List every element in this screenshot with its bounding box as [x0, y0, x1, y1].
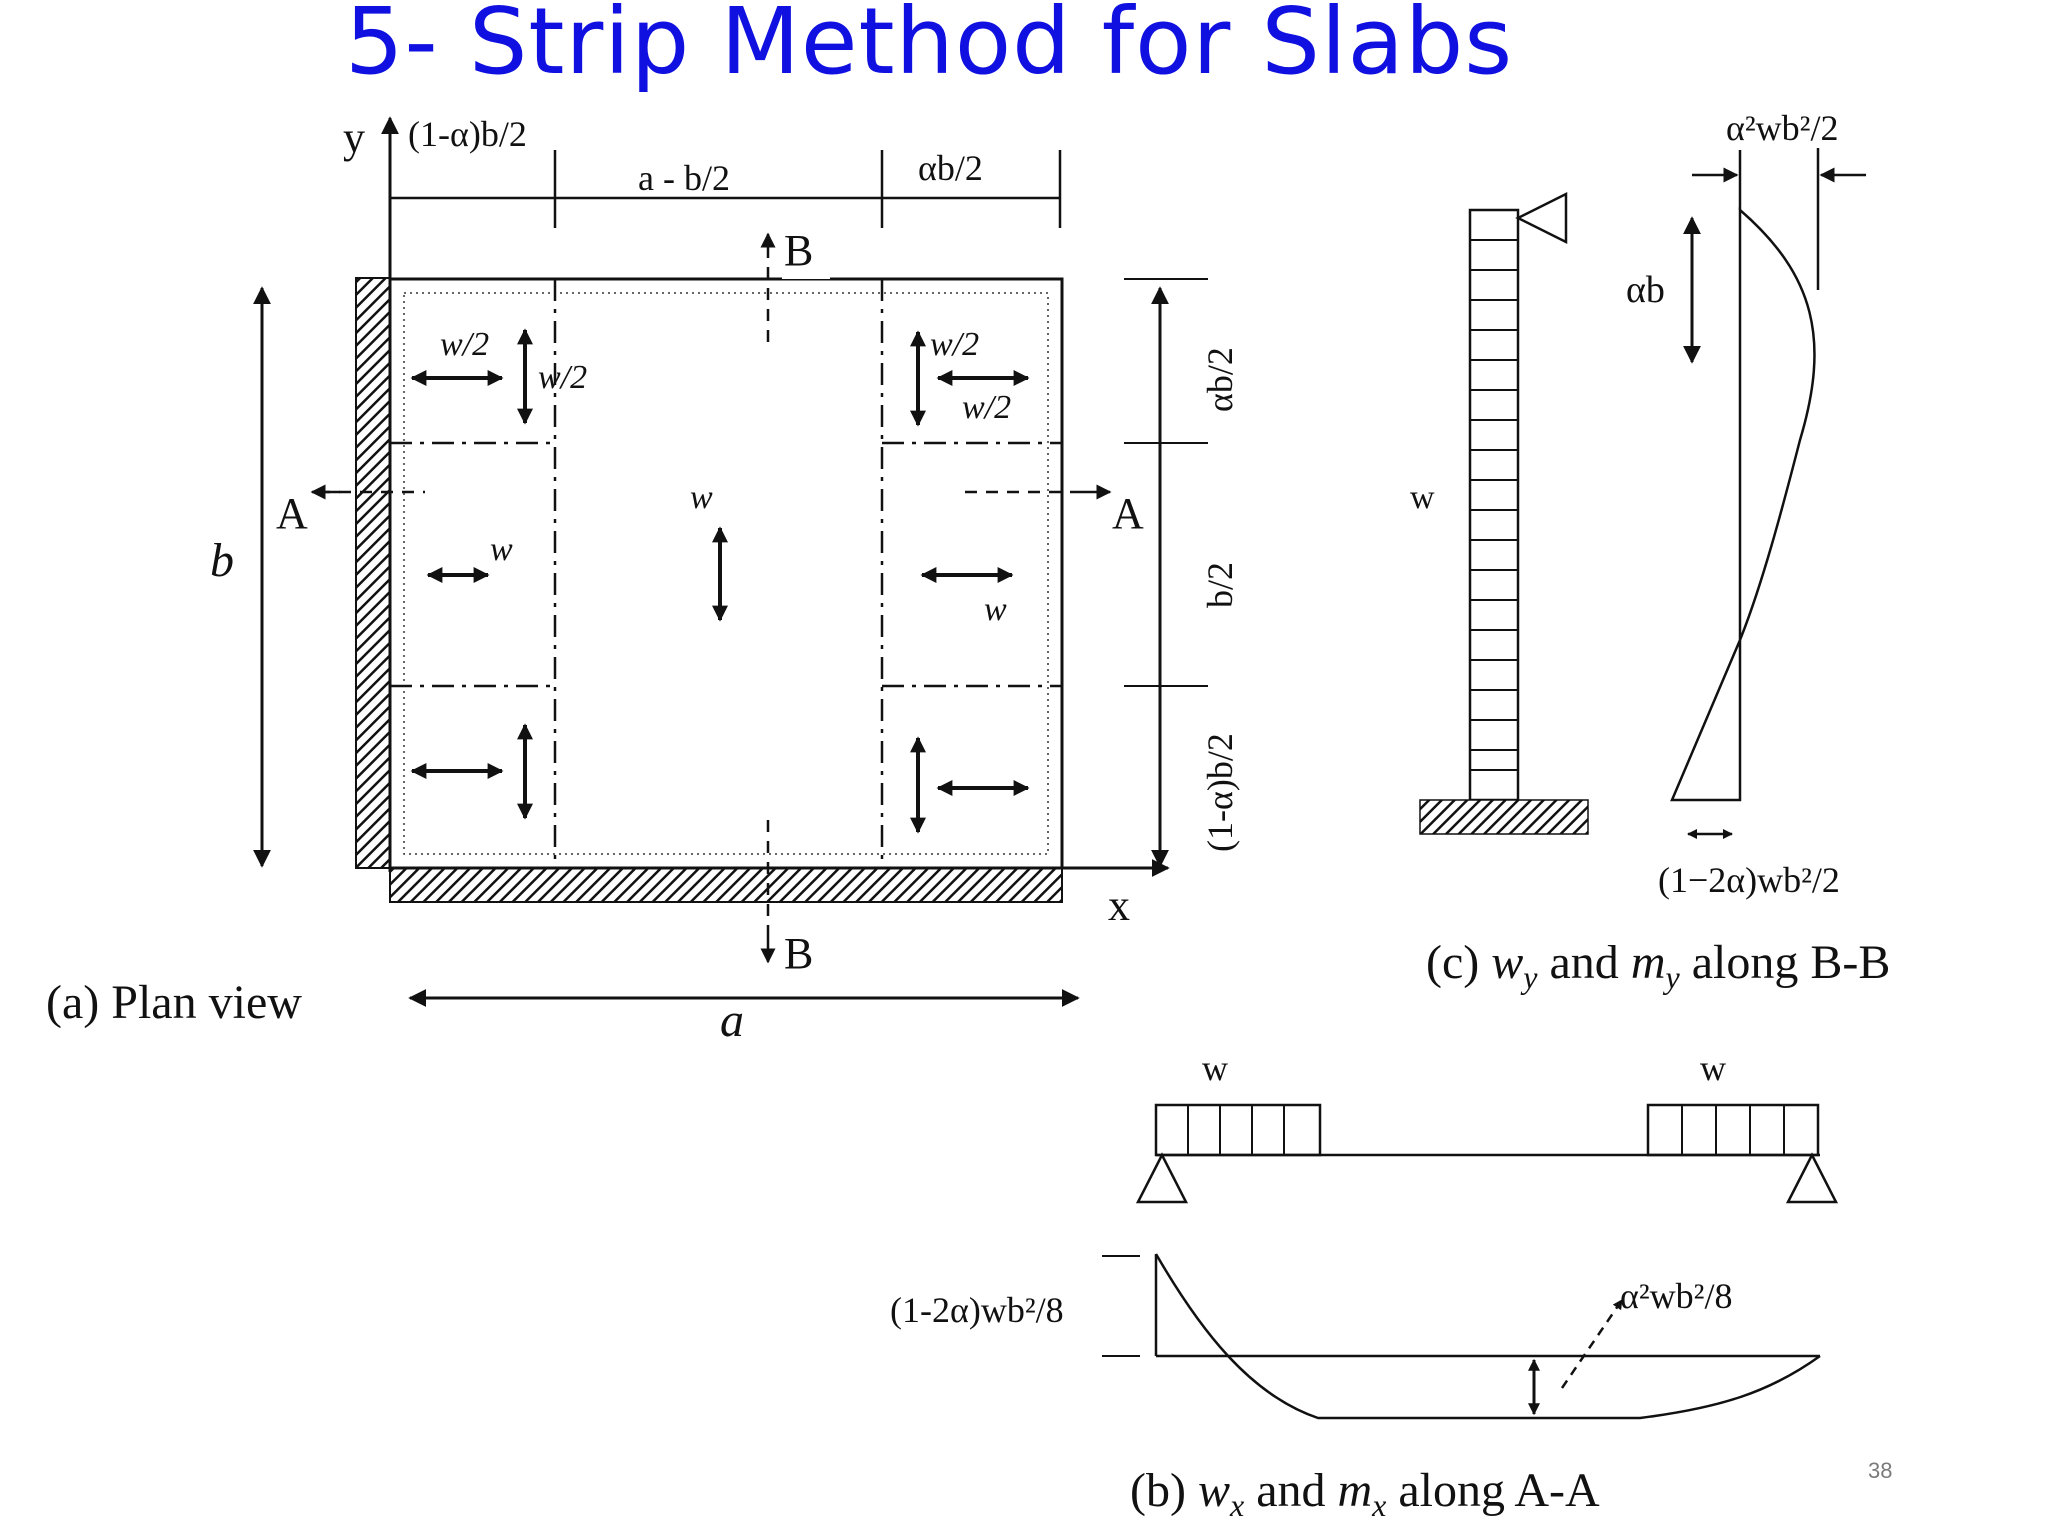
section-aa-caption: (b) $w_x$ and $m_x$ along A-A	[1130, 1464, 1600, 1523]
right-support-triangle	[1788, 1155, 1836, 1202]
plan-view-caption: (a) Plan view	[46, 976, 302, 1029]
page-number: 38	[1868, 1458, 1893, 1483]
dim-right-top-label: αb/2	[1200, 347, 1240, 412]
dim-top-right-label: αb/2	[918, 148, 983, 188]
section-b-bottom-label: B	[784, 929, 814, 978]
load-block-right	[1648, 1105, 1818, 1155]
dim-top-mid-label: a - b/2	[638, 158, 730, 198]
top-support-triangle	[1518, 194, 1566, 242]
plan-view	[46, 113, 1240, 1047]
load-block-left	[1156, 1105, 1320, 1155]
dim-a-label: a	[720, 994, 744, 1047]
left-support-triangle	[1138, 1155, 1186, 1202]
load-label-w: w	[690, 479, 713, 516]
section-b-top-label: B	[784, 226, 814, 275]
load-arrows	[412, 330, 1028, 832]
left-support-hatch	[356, 278, 390, 868]
load-left-label: w	[1202, 1048, 1228, 1088]
dim-top-left-label: (1-α)b/2	[408, 114, 527, 154]
slide-title: 5- Strip Method for Slabs	[345, 0, 1514, 95]
load-label-w-half: w/2	[440, 326, 490, 363]
section-bb-load-label: w	[1410, 479, 1435, 516]
bottom-moment-label: (1−2α)wb²/2	[1658, 860, 1840, 900]
section-aa	[890, 1048, 1836, 1523]
load-label-w-half: w/2	[930, 326, 980, 363]
dim-right-mid-label: b/2	[1200, 561, 1240, 608]
dim-right-bot-label: (1-α)b/2	[1200, 733, 1240, 852]
load-right-label: w	[1700, 1048, 1726, 1088]
alpha-b-label: αb	[1626, 269, 1665, 311]
x-axis-label: x	[1108, 881, 1130, 930]
load-column-grid	[1470, 240, 1518, 770]
y-axis-label: y	[343, 113, 365, 162]
load-label-w: w	[490, 531, 513, 568]
load-label-w-half: w/2	[538, 359, 588, 396]
bottom-support-hatch	[390, 868, 1062, 902]
top-moment-label: α²wb²/2	[1726, 108, 1839, 148]
midspan-moment-label: α²wb²/8	[1620, 1276, 1733, 1316]
section-bb	[1410, 108, 1890, 995]
base-support-hatch	[1420, 800, 1588, 834]
load-label-w-half: w/2	[962, 389, 1012, 426]
load-label-w: w	[984, 591, 1007, 628]
section-a-left-label: A	[276, 489, 308, 538]
section-a-right-label: A	[1112, 489, 1144, 538]
dim-b-label: b	[210, 534, 234, 587]
support-moment-label: (1-2α)wb²/8	[890, 1290, 1064, 1330]
load-column	[1470, 210, 1518, 800]
section-bb-caption: (c) $w_y$ and $m_y$ along B-B	[1426, 936, 1891, 995]
